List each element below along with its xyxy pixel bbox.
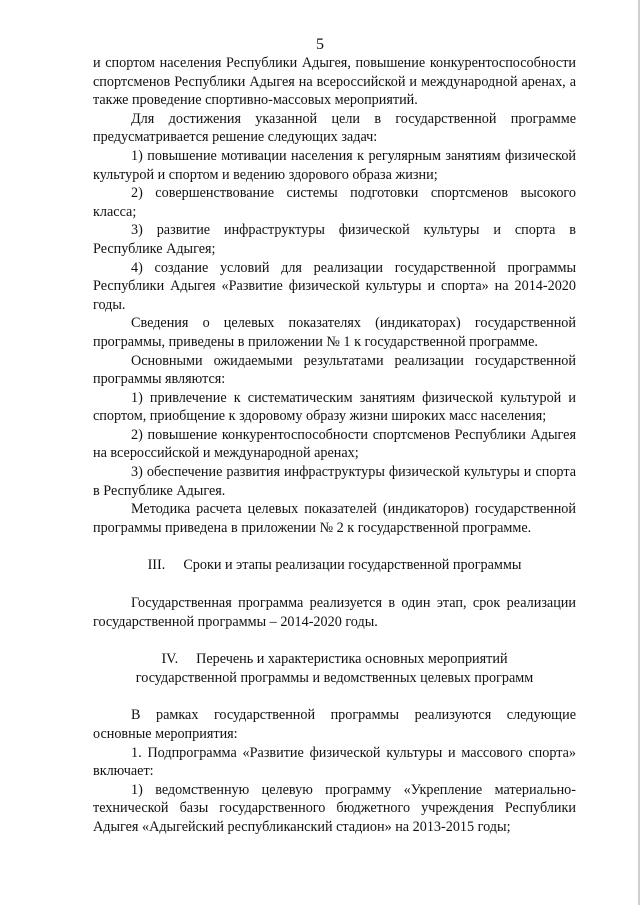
list-item: 1) привлечение к систематическим занятиям физической культурой и спортом, приобщение к здоровому образу жизни широких масс населения; [93, 389, 576, 425]
paragraph: Основными ожидаемыми результатами реализации государственной программы являются: [93, 352, 576, 388]
list-item: 2) совершенствование системы подготовки спортсменов высокого класса; [93, 185, 576, 220]
section-heading-4 [93, 650, 576, 687]
list-item: 1) повышение мотивации населения к регулярным занятиям физической культурой и спортом и ведению здорового образа жизни; [93, 147, 576, 183]
section-number: III. [147, 557, 166, 574]
paragraph: Методика расчета целевых показателей (индикаторов) государственной программы приведена в приложении № 2 к государственной программе. [93, 501, 576, 536]
document-body [93, 54, 576, 837]
paragraph: 1. Подпрограмма «Развитие физической культуры и массового спорта» включает: [93, 744, 576, 780]
paragraph-group-bottom [93, 706, 576, 836]
list-item: 1) ведомственную целевую программу «Укрепление материально-технической базы государственного бюджетного учреждения Республики Адыгея «Адыгейский республиканский стадион» на 2013-2015 годы; [93, 781, 576, 835]
section-title-line-1 [93, 650, 576, 669]
paragraph: и спортом населения Республики Адыгея, повышение конкурентоспособности спортсменов Республики Адыгея на всероссийской и международной аренах, а также проведение спортивно-массовых мероприятий. [93, 55, 576, 109]
section-heading-3 [93, 556, 576, 575]
section-number: IV. [161, 651, 179, 668]
paragraph: Сведения о целевых показателях (индикаторах) государственной программы, приведены в приложении № 1 к государственной программе. [93, 315, 576, 350]
section-title: Сроки и этапы реализации государственной программы [183, 557, 522, 574]
list-item: 3) развитие инфраструктуры физической культуры и спорта в Республике Адыгея; [93, 222, 576, 257]
section-title: Перечень и характеристика основных мероприятий [196, 651, 508, 668]
list-item: 4) создание условий для реализации государственной программы Республики Адыгея «Развитие физической культуры и спорта» на 2014-2020 годы. [93, 259, 576, 313]
paragraph-group-top [93, 54, 576, 537]
section-title-line-2: государственной программы и ведомственных целевых программ [135, 669, 534, 686]
list-item: 3) обеспечение развития инфраструктуры физической культуры и спорта в Республике Адыгея. [93, 464, 576, 499]
paragraph: Для достижения указанной цели в государственной программе предусматривается решение следующих задач: [93, 110, 576, 146]
page-number: 5 [316, 36, 324, 53]
list-item: 2) повышение конкурентоспособности спортсменов Республики Адыгея на всероссийской и международной аренах; [93, 426, 576, 462]
paragraph-group-mid [93, 594, 576, 631]
paragraph: В рамках государственной программы реализуются следующие основные мероприятия: [93, 707, 576, 742]
paragraph: Государственная программа реализуется в один этап, срок реализации государственной программы – 2014-2020 годы. [93, 595, 576, 630]
